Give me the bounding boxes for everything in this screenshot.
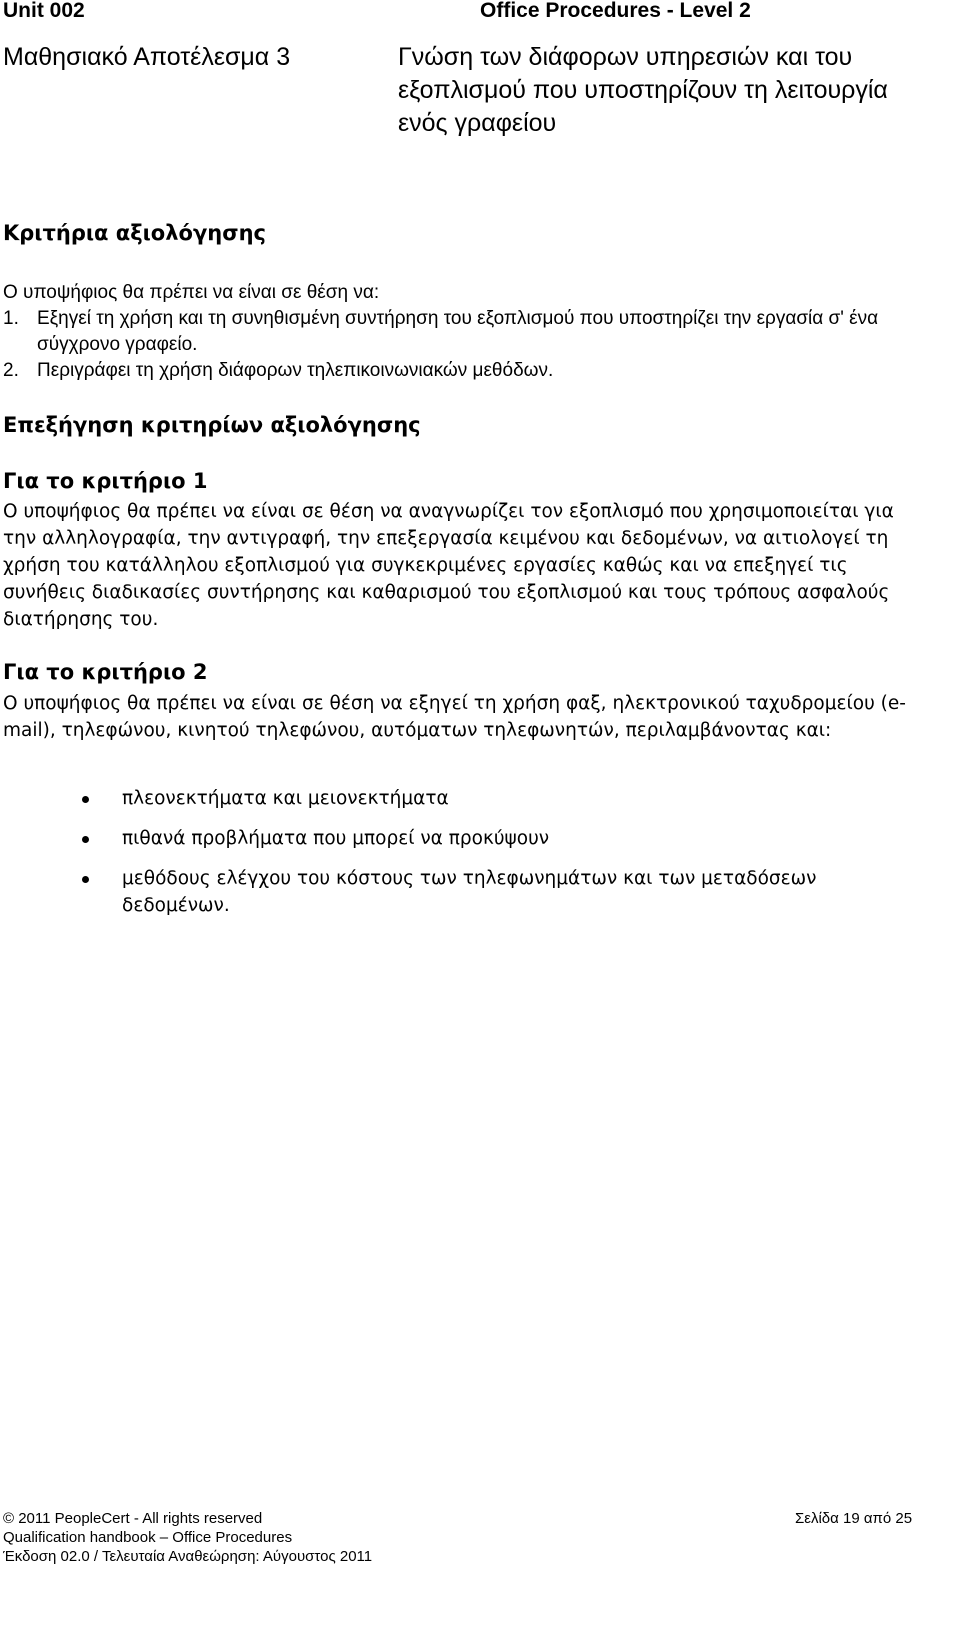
criteria-text: Περιγράφει τη χρήση διάφορων τηλεπικοινωνιακών μεθόδων. <box>37 360 554 381</box>
outcome-label: Μαθησιακό Αποτέλεσμα 3 <box>3 43 291 71</box>
criteria-section <box>3 280 903 384</box>
criteria-number: 1. <box>3 308 19 329</box>
list-item <box>82 865 902 919</box>
criteria-list <box>3 306 903 384</box>
bullet-text: μεθόδους ελέγχου του κόστους των τηλεφωνημάτων και των μεταδόσεων δεδομένων. <box>122 868 817 916</box>
bullet-list <box>82 785 902 932</box>
bullet-text: πιθανά προβλήματα που μπορεί να προκύψουν <box>122 828 550 849</box>
explanation-title: Επεξήγηση κριτηρίων αξιολόγησης <box>3 413 421 437</box>
criteria-number: 2. <box>3 360 19 381</box>
footer-page-number: Σελίδα 19 από 25 <box>795 1510 913 1527</box>
bullet-dot-icon <box>82 796 89 803</box>
footer-handbook: Qualification handbook – Office Procedures <box>3 1529 293 1546</box>
criteria-intro: Ο υποψήφιος θα πρέπει να είναι σε θέση να: <box>3 282 380 303</box>
criteria-item <box>3 306 917 358</box>
criterion-1-text: Ο υποψήφιος θα πρέπει να είναι σε θέση να αναγνωρίζει τον εξοπλισμό που χρησιμοποιείται για την αλληλογραφία, την αντιγραφή, την επεξεργασία κειμένου και δεδομένων, να αιτιολογεί τη χρήση του κατάλληλου εξοπλισμού για συγκεκριμένες εργασίες καθώς και να επεξηγεί τις συνήθεις διαδικασίες συντήρησης και καθαρισμού του εξοπλισμού και τους τρόπους ασφαλούς διατήρησης του. <box>3 501 894 630</box>
unit-code: Unit 002 <box>3 0 85 22</box>
footer-version: Έκδοση 02.0 / Τελευταία Αναθεώρηση: Αύγουστος 2011 <box>3 1548 373 1565</box>
list-item <box>82 785 902 812</box>
criterion-2-text: Ο υποψήφιος θα πρέπει να είναι σε θέση να εξηγεί τη χρήση φαξ, ηλεκτρονικού ταχυδρομείου (e-mail), τηλεφώνου, κινητού τηλεφώνου, αυτόματων τηλεφωνητών, περιλαμβάνοντας και: <box>3 693 906 741</box>
criteria-item <box>3 358 917 384</box>
criteria-title: Κριτήρια αξιολόγησης <box>3 221 266 245</box>
criterion-2-title: Για το κριτήριο 2 <box>3 660 208 684</box>
bullet-dot-icon <box>82 836 89 843</box>
criteria-text: Εξηγεί τη χρήση και τη συνηθισμένη συντήρηση του εξοπλισμού που υποστηρίζει την εργασία σ' ένα σύγχρονο γραφείο. <box>37 308 879 355</box>
outcome-text: Γνώση των διάφορων υπηρεσιών και του εξοπλισμού που υποστηρίζουν τη λειτουργία ενός γραφείου <box>398 43 888 137</box>
bullet-text: πλεονεκτήματα και μειονεκτήματα <box>122 788 449 809</box>
criterion-1-title: Για το κριτήριο 1 <box>3 469 208 493</box>
footer-copyright: © 2011 PeopleCert - All rights reserved <box>3 1510 263 1527</box>
course-title: Office Procedures - Level 2 <box>480 0 751 22</box>
list-item <box>82 825 902 852</box>
bullet-dot-icon <box>82 876 89 883</box>
